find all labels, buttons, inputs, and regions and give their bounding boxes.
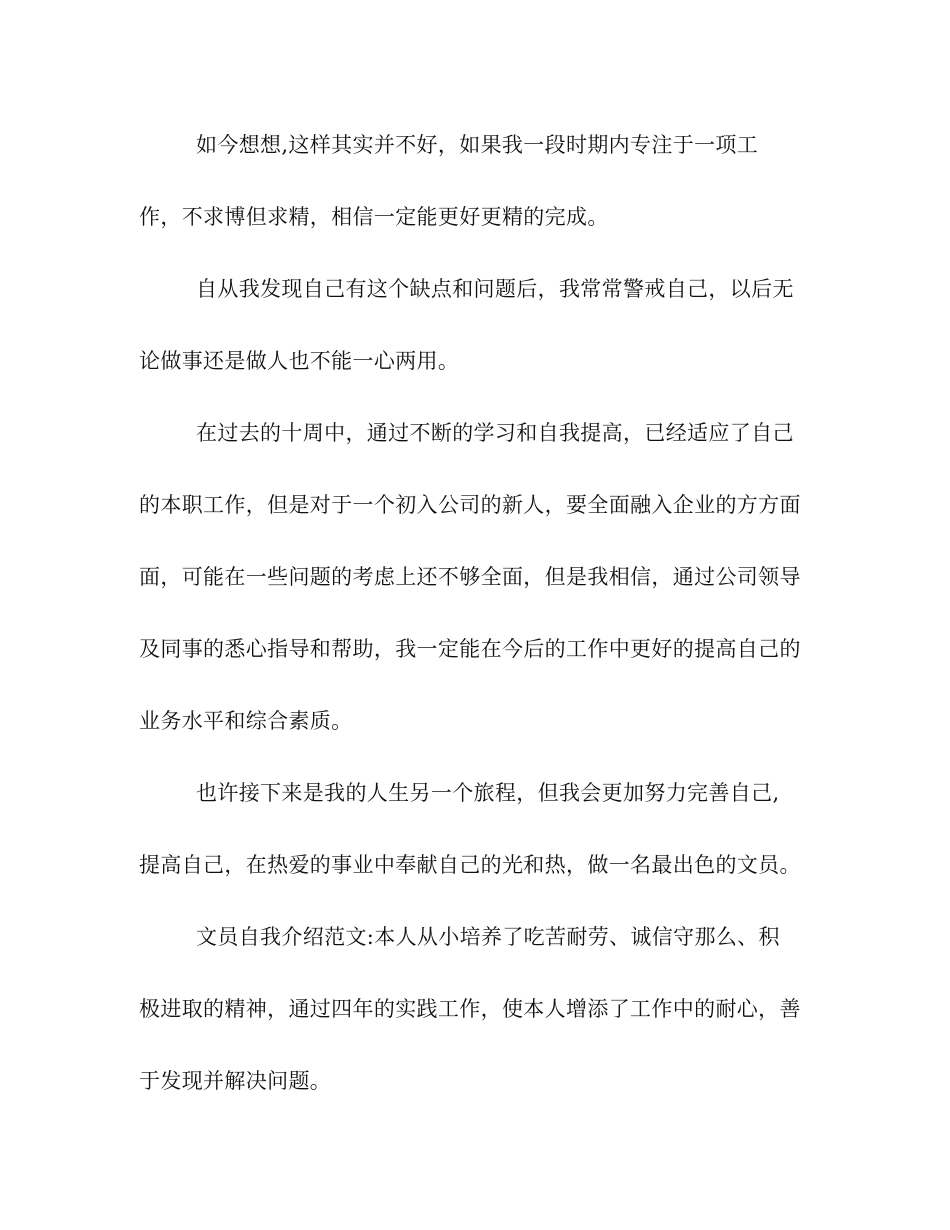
paragraph-1-line-2: 作，不求博但求精，相信一定能更好更精的完成。 (139, 205, 609, 229)
document-body (139, 125, 815, 1133)
paragraph-3-line-2: 的本职工作，但是对于一个初入公司的新人，要全面融入企业的方方面 (139, 493, 801, 517)
paragraph-2-line-1: 自从我发现自己有这个缺点和问题后，我常常警戒自己，以后无 (196, 277, 794, 301)
paragraph-3-line-5: 业务水平和综合素质。 (139, 709, 353, 733)
paragraph-1-line-1: 如今想想,这样其实并不好，如果我一段时期内专注于一项工 (196, 133, 759, 157)
paragraph-5-line-3: 于发现并解决问题。 (139, 1069, 332, 1093)
paragraph-3-line-3: 面，可能在一些问题的考虑上还不够全面，但是我相信，通过公司领导 (139, 565, 801, 589)
paragraph-5-line-1: 文员自我介绍范文:本人从小培养了吃苦耐劳、诚信守那么、积 (196, 925, 780, 949)
paragraph-4-line-2: 提高自己，在热爱的事业中奉献自己的光和热，做一名最出色的文员。 (139, 853, 801, 877)
paragraph-4-line-1: 也许接下来是我的人生另一个旅程，但我会更加努力完善自己, (196, 781, 780, 805)
paragraph-5-line-2: 极进取的精神，通过四年的实践工作，使本人增添了工作中的耐心，善 (139, 997, 801, 1021)
paragraph-3-line-4: 及同事的悉心指导和帮助，我一定能在今后的工作中更好的提高自己的 (139, 637, 801, 661)
paragraph-2-line-2: 论做事还是做人也不能一心两用。 (139, 349, 460, 373)
paragraph-3-line-1: 在过去的十周中，通过不断的学习和自我提高，已经适应了自己 (196, 421, 794, 445)
